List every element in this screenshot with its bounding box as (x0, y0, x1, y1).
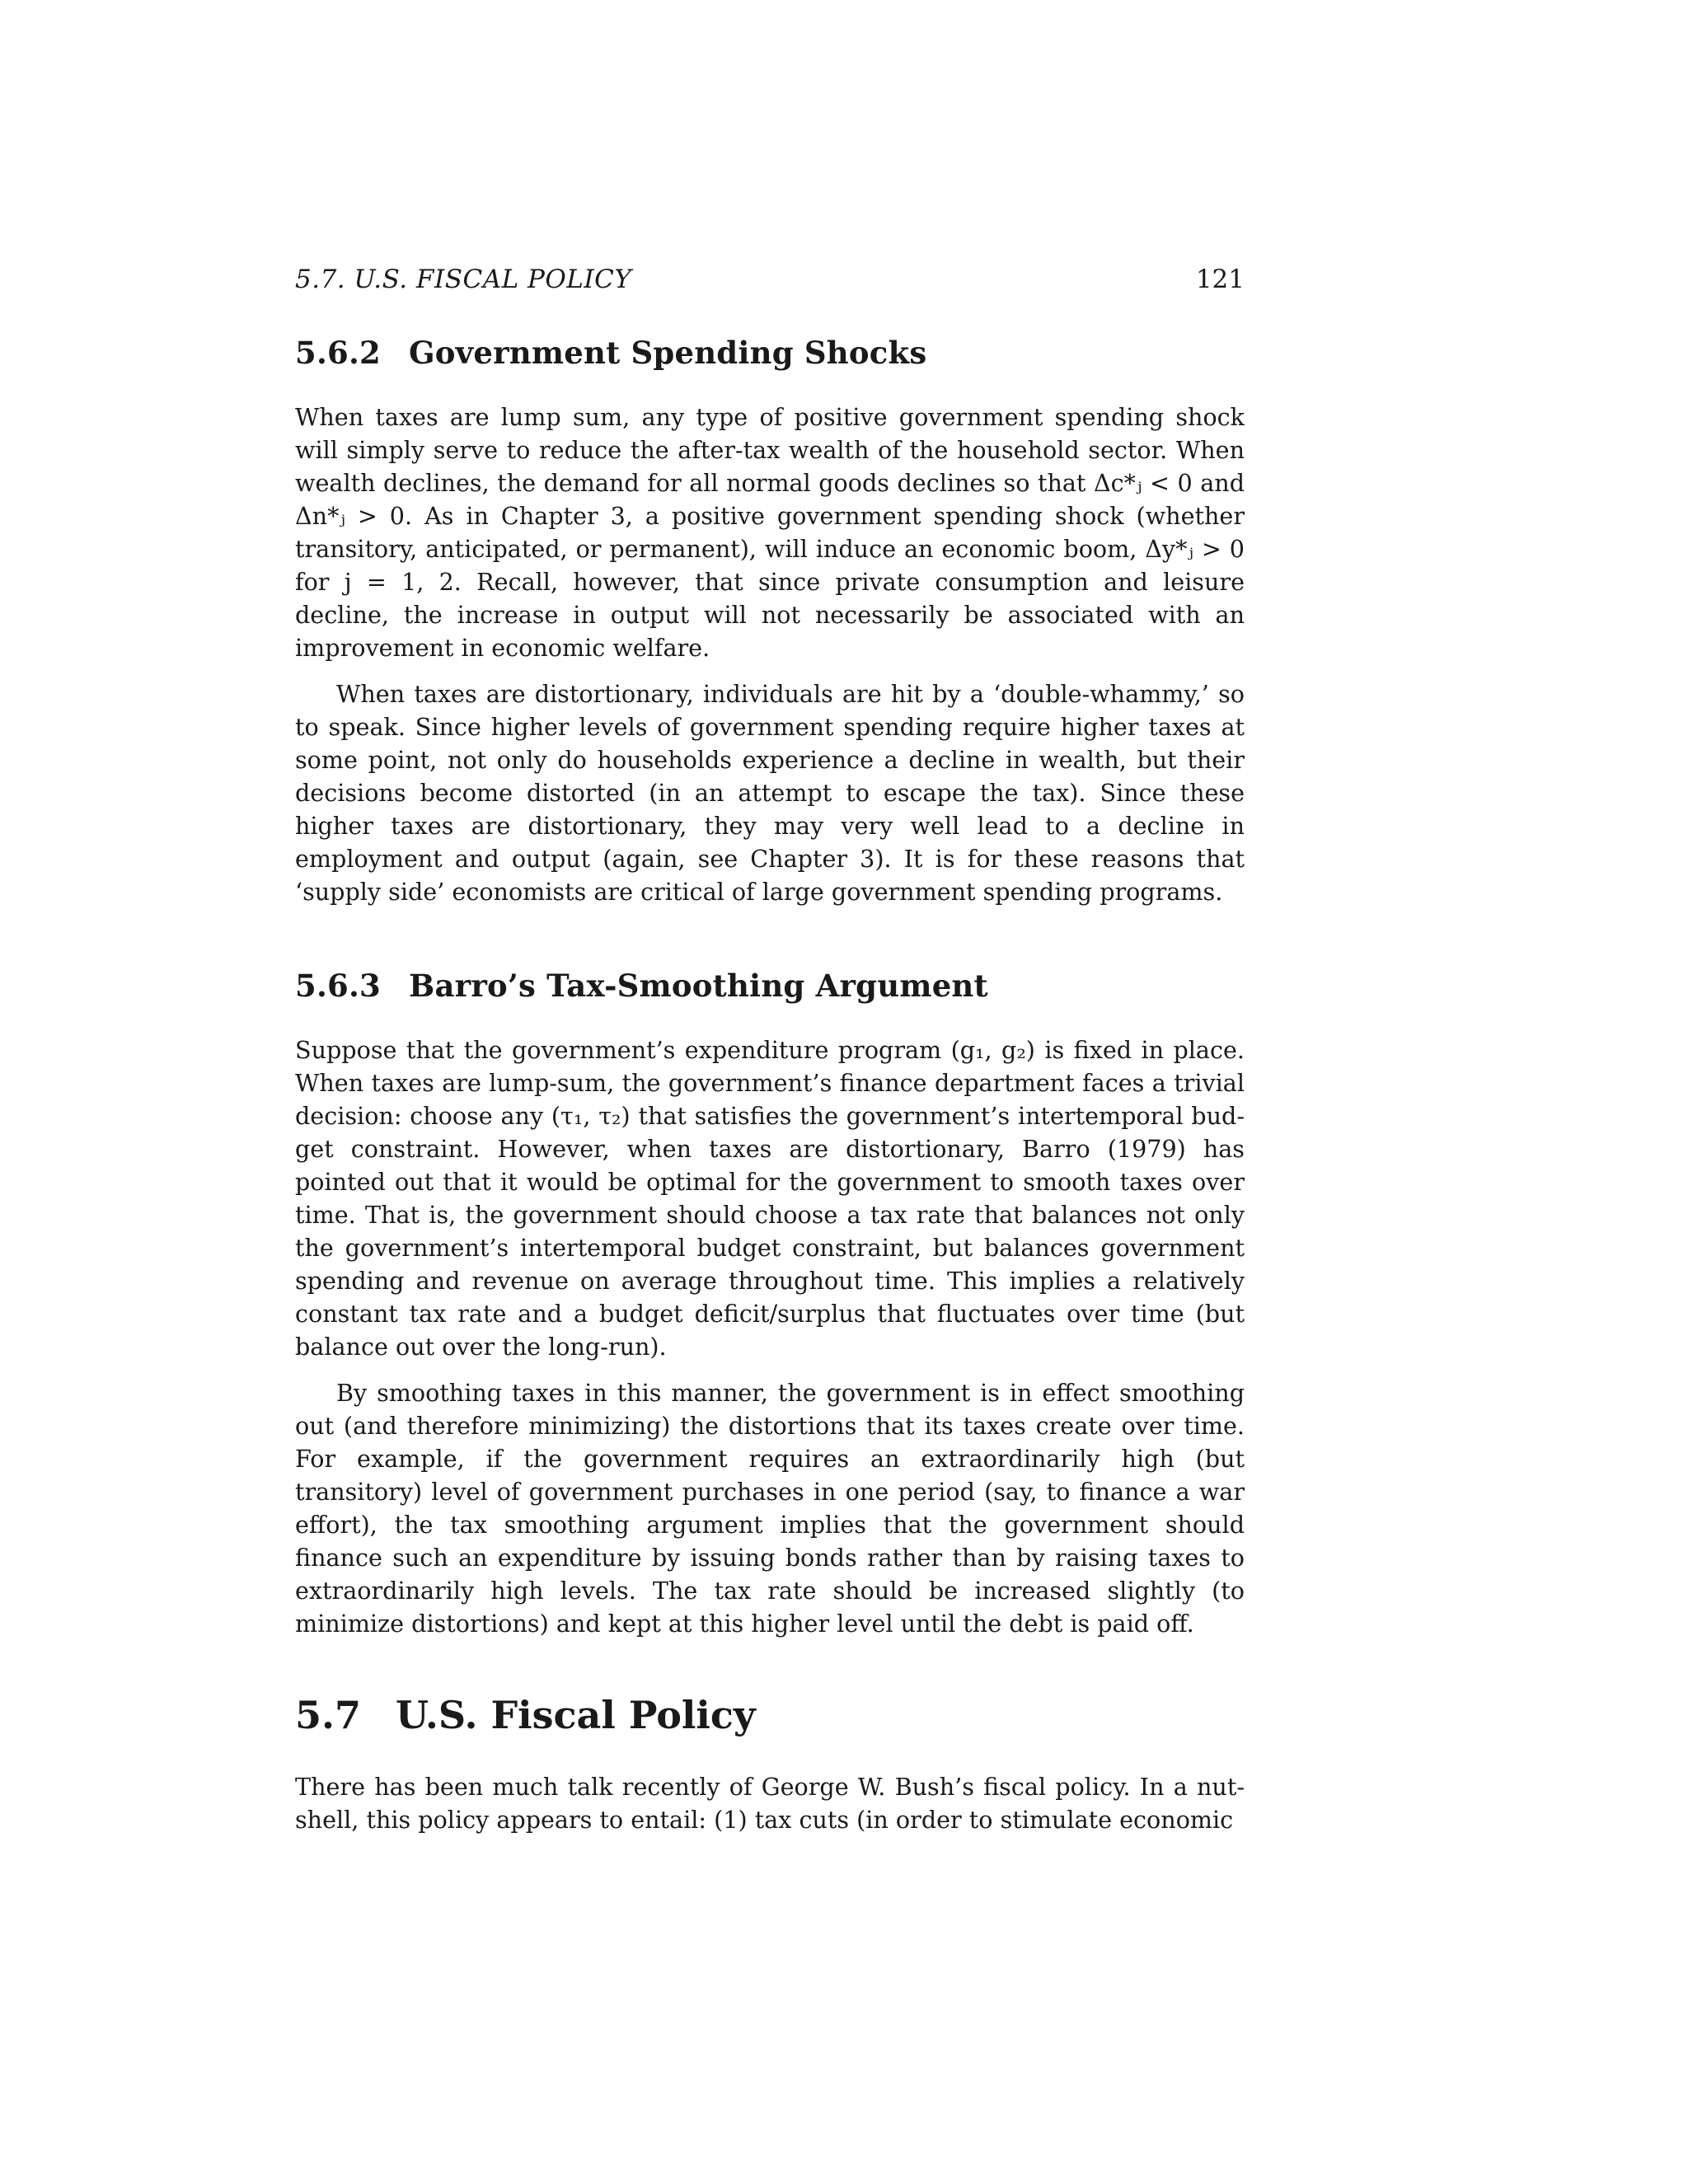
page-number: 121 (1195, 265, 1245, 294)
section-title: U.S. Fiscal Policy (396, 1693, 756, 1737)
paragraph: Suppose that the government’s expenditure program (g₁, g₂) is fixed in place. When taxes are lump-sum, the government’s finance department faces a trivial decision: choose any (τ₁, τ₂) that satisfies the government’s intertemporal budget constraint. However, when taxes are distortionary, Barro (1979) has pointed out that it would be optimal for the government to smooth taxes over time. That is, the government should choose a tax rate that balances not only the government’s intertemporal budget constraint, but balances government spending and revenue on average throughout time. This implies a relatively constant tax rate and a budget deficit/surplus that fluctuates over time (but balance out over the long-run). (295, 1036, 1245, 1361)
subsection-title: Barro’s Tax-Smoothing Argument (409, 968, 988, 1004)
paragraph: When taxes are lump sum, any type of positive government spending shock will simply serve to reduce the after-tax wealth of the household sector. When wealth declines, the demand for all normal goods declines so that Δc*ⱼ < 0 and Δn*ⱼ > 0. As in Chapter 3, a positive government spending shock (whether transitory, anticipated, or permanent), will induce an economic boom, Δy*ⱼ > 0 for j = 1, 2. Recall, however, that since private consumption and leisure decline, the increase in output will not necessarily be associated with an improvement in economic welfare. (295, 403, 1245, 662)
page (295, 262, 1245, 1836)
paragraph: By smoothing taxes in this manner, the government is in effect smoothing out (and therefore minimizing) the distortions that its taxes create over time. For example, if the government requires an extraordinarily high (but transitory) level of government purchases in one period (say, to finance a war effort), the tax smoothing argument implies that the government should finance such an expenditure by issuing bonds rather than by raising taxes to extraordinarily high levels. The tax rate should be increased slightly (to minimize distortions) and kept at this higher level until the debt is paid off. (295, 1379, 1245, 1638)
running-head (295, 262, 1245, 297)
running-title: 5.7. U.S. FISCAL POLICY (295, 265, 632, 294)
subsection-number: 5.6.3 (295, 968, 381, 1004)
subsection-heading-5-6-2 (295, 333, 1245, 373)
subsection-title: Government Spending Shocks (409, 335, 927, 371)
paragraph: There has been much talk recently of George W. Bush’s fiscal policy. In a nutshell, this policy appears to entail: (1) tax cuts (in order to stimulate economic (295, 1773, 1245, 1834)
subsection-heading-5-6-3 (295, 966, 1245, 1005)
section-number: 5.7 (295, 1693, 362, 1737)
paragraph: When taxes are distortionary, individuals are hit by a ‘double-whammy,’ so to speak. Since higher levels of government spending require higher taxes at some point, not only do households experience a decline in wealth, but their decisions become distorted (in an attempt to escape the tax). Since these higher taxes are distortionary, they may very well lead to a decline in employment and output (again, see Chapter 3). It is for these reasons that ‘supply side’ economists are critical of large government spending programs. (295, 680, 1245, 906)
section-heading-5-7 (295, 1691, 1245, 1739)
subsection-number: 5.6.2 (295, 335, 381, 371)
